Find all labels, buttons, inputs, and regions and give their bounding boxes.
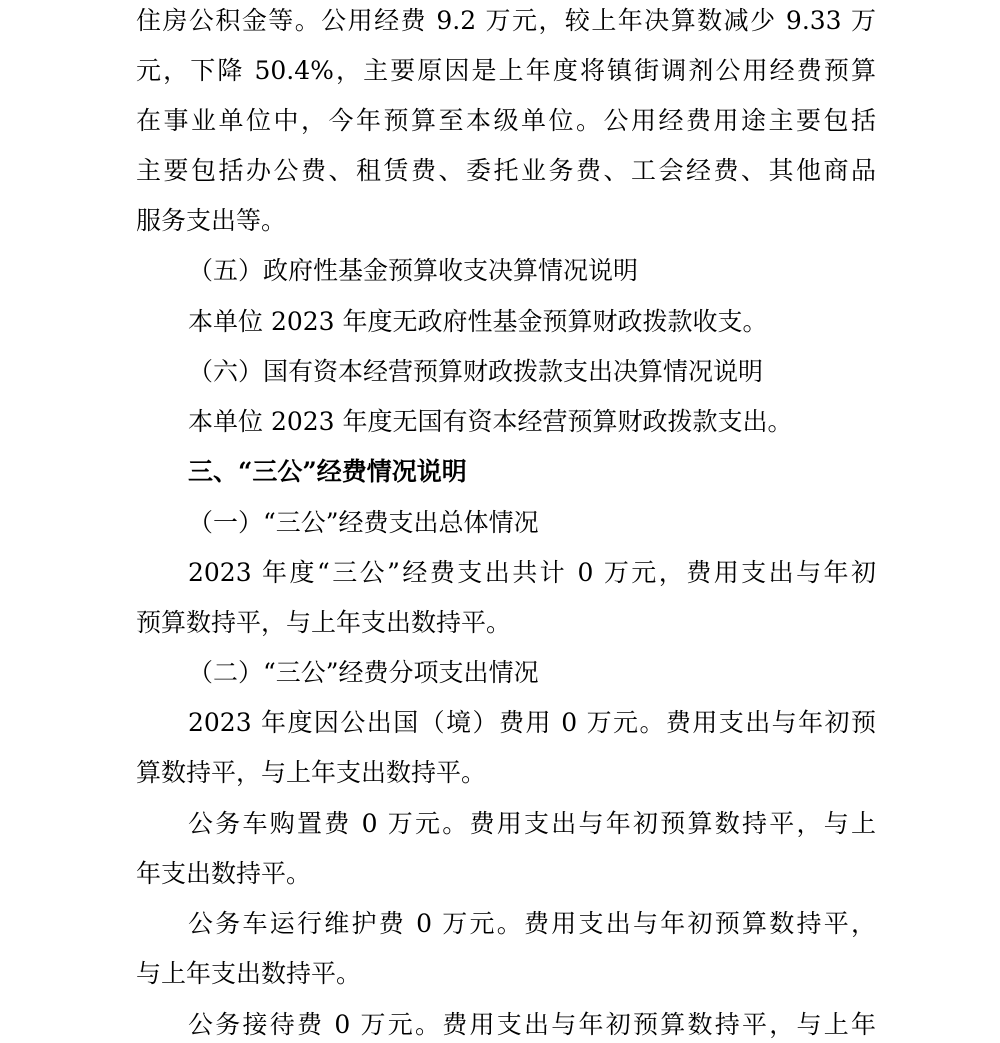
paragraph-line: 在事业单位中，今年预算至本级单位。公用经费用途主要包括	[136, 106, 876, 135]
section-body: 本单位 2023 年度无国有资本经营预算财政拨款支出。	[188, 407, 793, 436]
section-heading: （六）国有资本经营预算财政拨款支出决算情况说明	[188, 357, 764, 386]
paragraph-line: 2023 年度“三公”经费支出共计 0 万元，费用支出与年初	[188, 558, 876, 587]
subsection-heading: （二）“三公”经费分项支出情况	[188, 658, 539, 687]
paragraph-line: 年支出数持平。	[136, 859, 312, 888]
paragraph-line: 公务接待费 0 万元。费用支出与年初预算数持平，与上年	[188, 1010, 876, 1039]
paragraph-line: 2023 年度因公出国（境）费用 0 万元。费用支出与年初预	[188, 708, 876, 737]
section-heading: （五）政府性基金预算收支决算情况说明	[188, 256, 639, 285]
paragraph-line: 元，下降 50.4%，主要原因是上年度将镇街调剂公用经费预算	[136, 56, 876, 85]
subsection-heading: （一）“三公”经费支出总体情况	[188, 508, 539, 537]
paragraph-line: 公务车运行维护费 0 万元。费用支出与年初预算数持平，	[188, 909, 876, 938]
section-body: 本单位 2023 年度无政府性基金预算财政拨款收支。	[188, 307, 768, 336]
part-heading: 三、“三公”经费情况说明	[188, 457, 467, 486]
paragraph-line: 与上年支出数持平。	[136, 959, 362, 988]
paragraph-line: 主要包括办公费、租赁费、委托业务费、工会经费、其他商品	[136, 156, 876, 185]
paragraph-line: 预算数持平，与上年支出数持平。	[136, 608, 512, 637]
paragraph-line: 公务车购置费 0 万元。费用支出与年初预算数持平，与上	[188, 809, 876, 838]
paragraph-line: 算数持平，与上年支出数持平。	[136, 758, 487, 787]
paragraph-line: 住房公积金等。公用经费 9.2 万元，较上年决算数减少 9.33 万	[136, 6, 876, 35]
paragraph-line: 服务支出等。	[136, 206, 287, 235]
